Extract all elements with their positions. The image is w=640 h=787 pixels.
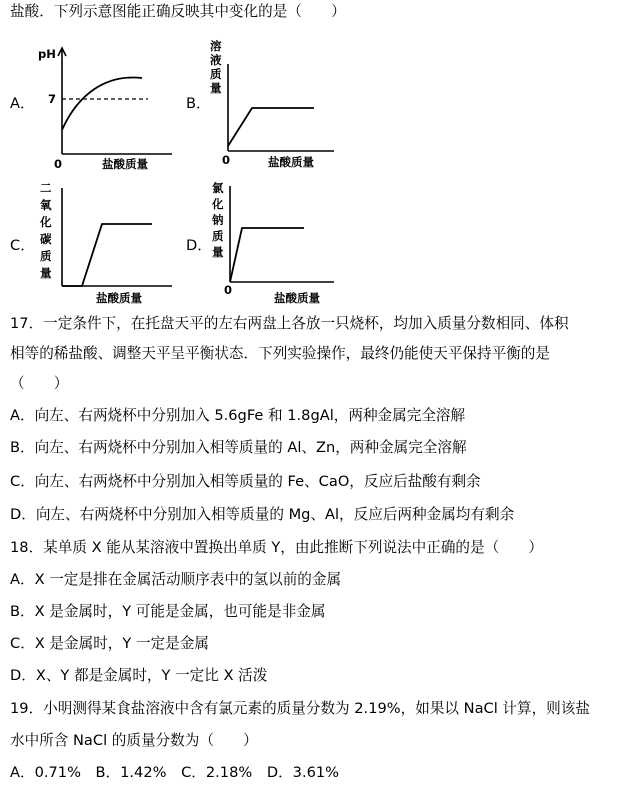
q17-option-c[interactable]: C．向左、右两烧杯中分别加入相等质量的 Fe、CaO，反应后盐酸有剩余 [10, 473, 481, 490]
q16-a-origin: 0 [54, 157, 63, 171]
q16-c-ylabel-3: 化 [40, 215, 52, 229]
q16-c-ylabel-5: 质 [40, 249, 52, 263]
q17-stem-line-3: （ ） [10, 375, 69, 392]
q19-stem-line-2: 水中所含 NaCl 的质量分数为（ ） [10, 732, 258, 749]
q16-graph-b [208, 36, 338, 172]
q16-option-b-letter[interactable]: B． [186, 95, 211, 112]
q16-a-ylabel: pH [38, 47, 56, 61]
q16-d-ylabel-3: 钠 [212, 213, 224, 227]
q17-option-a[interactable]: A．向左、右两烧杯中分别加入 5.6gFe 和 1.8gAl，两种金属完全溶解 [10, 407, 466, 424]
q16-option-d-letter[interactable]: D． [186, 237, 212, 254]
q17-option-b[interactable]: B．向左、右两烧杯中分别加入相等质量的 Al、Zn，两种金属完全溶解 [10, 439, 467, 456]
q16-a-xlabel: 盐酸质量 [102, 157, 148, 171]
q16-d-xlabel: 盐酸质量 [274, 291, 320, 305]
q16-b-origin: 0 [222, 153, 231, 167]
q16-option-c-letter[interactable]: C． [10, 237, 35, 254]
q16-d-origin: 0 [224, 283, 233, 297]
q16-b-xlabel: 盐酸质量 [268, 155, 314, 169]
q16-c-ylabel-1: 二 [40, 181, 52, 195]
q19-stem-line-1: 19．小明测得某食盐溶液中含有氯元素的质量分数为 2.19%，如果以 NaCl 计算，则该盐 [10, 700, 590, 717]
q18-option-d[interactable]: D．X、Y 都是金属时，Y 一定比 X 活泼 [10, 667, 268, 684]
q17-stem-line-1: 17．一定条件下，在托盘天平的左右两盘上各放一只烧杯，均加入质量分数相同、体积 [10, 315, 569, 332]
q16-graph-a [36, 44, 176, 172]
q16-d-ylabel-5: 量 [212, 245, 224, 259]
q16-c-ylabel-4: 碳 [40, 232, 52, 246]
q16-d-ylabel-4: 质 [212, 229, 224, 243]
q16-option-a-letter[interactable]: A． [10, 95, 35, 112]
q16-a-tick: 7 [48, 92, 57, 106]
q18-option-a[interactable]: A．X 一定是排在金属活动顺序表中的氢以前的金属 [10, 571, 342, 588]
q16-c-ylabel-2: 氧 [40, 198, 52, 212]
q17-option-d[interactable]: D．向左、右两烧杯中分别加入相等质量的 Mg、Al，反应后两种金属均有剩余 [10, 506, 515, 523]
q19-options[interactable]: A．0.71% B．1.42% C．2.18% D．3.61% [10, 764, 340, 781]
q16-b-ylabel-1: 溶 [210, 39, 222, 53]
q16-c-xlabel: 盐酸质量 [96, 291, 142, 305]
q16-d-ylabel-1: 氯 [212, 181, 224, 195]
q16-d-ylabel-2: 化 [212, 197, 224, 211]
q16-b-ylabel-4: 量 [210, 81, 222, 95]
q16-stem-tail: 盐酸．下列示意图能正确反映其中变化的是（ ） [10, 3, 346, 20]
q16-c-ylabel-6: 量 [40, 266, 52, 280]
q17-stem-line-2: 相等的稀盐酸、调整天平呈平衡状态．下列实验操作，最终仍能使天平保持平衡的是 [10, 345, 550, 362]
q18-option-c[interactable]: C．X 是金属时，Y 一定是金属 [10, 635, 209, 652]
q16-graph-c [36, 178, 176, 306]
q18-option-b[interactable]: B．X 是金属时，Y 可能是金属，也可能是非金属 [10, 603, 326, 620]
q16-graph-d [208, 178, 338, 306]
q16-b-ylabel-3: 质 [210, 67, 222, 81]
q16-b-ylabel-2: 液 [210, 53, 222, 67]
q18-stem: 18．某单质 X 能从某溶液中置换出单质 Y，由此推断下列说法中正确的是（ ） [10, 539, 543, 556]
